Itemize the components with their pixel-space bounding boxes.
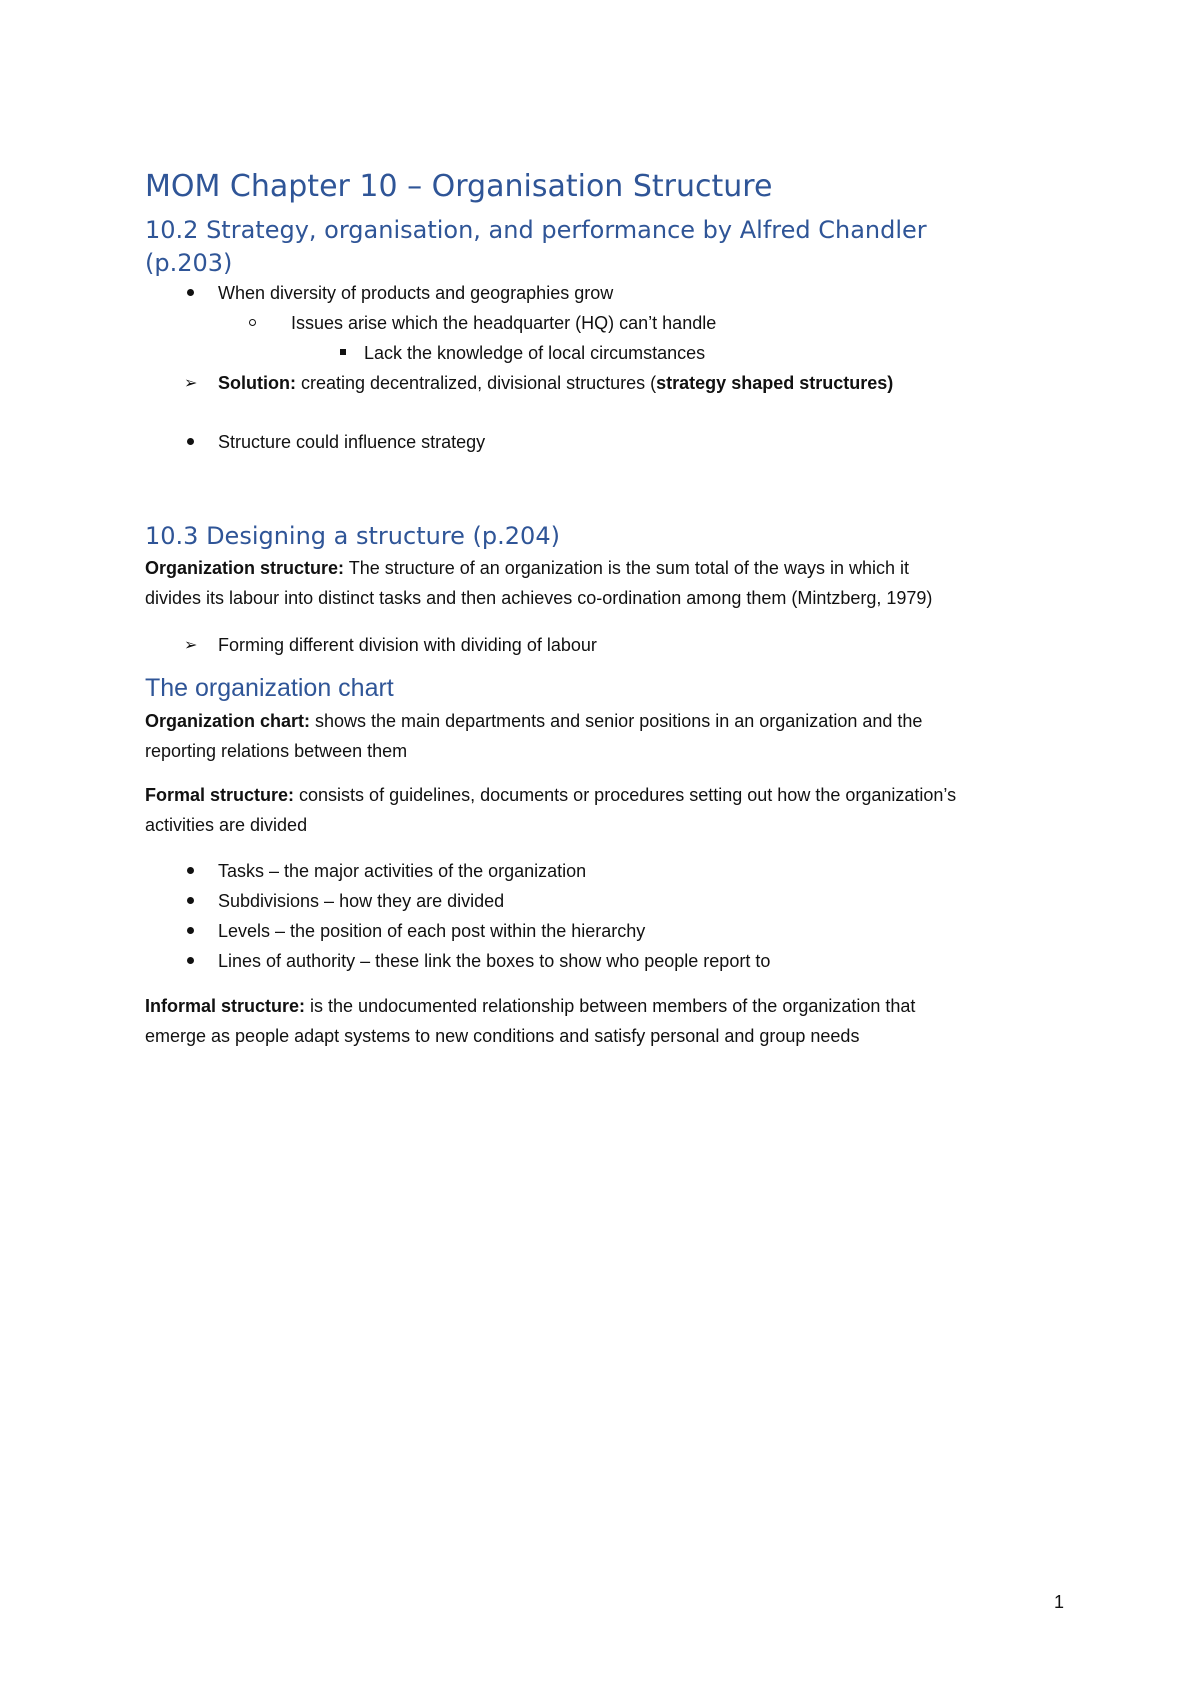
bullet-item: When diversity of products and geographies grow — [218, 283, 614, 303]
solution-bold-text: strategy shaped structures) — [656, 373, 894, 393]
org-chart-text: shows the main departments and senior positions in an organization and the — [310, 711, 923, 731]
org-chart-text-cont: reporting relations between them — [145, 741, 408, 761]
bullet-dot-icon — [187, 438, 194, 445]
solution-text: creating decentralized, divisional structures ( — [295, 373, 657, 393]
bullet-item: Structure could influence strategy — [218, 432, 486, 452]
definition-line — [145, 559, 909, 577]
section-10-3-heading: 10.3 Designing a structure (p.204) — [145, 522, 560, 550]
informal-structure-label: Informal structure: — [145, 996, 306, 1016]
formal-structure-definition — [145, 786, 956, 804]
document-title: MOM Chapter 10 – Organisation Structure — [145, 169, 773, 204]
definition-label: Organization structure: — [145, 558, 345, 578]
solution-line — [218, 374, 893, 392]
arrow-item: Forming different division with dividing of labour — [218, 635, 597, 655]
square-bullet-icon — [340, 349, 346, 355]
bullet-dot-icon — [187, 289, 194, 296]
org-chart-label: Organization chart: — [145, 711, 311, 731]
informal-structure-text: is the undocumented relationship between members of the organization that — [305, 996, 916, 1016]
org-chart-heading: The organization chart — [145, 674, 394, 702]
org-chart-definition — [145, 712, 922, 730]
arrow-bullet-icon: ➢ — [184, 373, 198, 392]
section-10-2-heading: 10.2 Strategy, organisation, and performance by Alfred Chandler — [145, 216, 927, 244]
hollow-circle-bullet-icon — [249, 319, 256, 326]
informal-structure-text-cont: emerge as people adapt systems to new conditions and satisfy personal and group needs — [145, 1026, 860, 1046]
bullet-dot-icon — [187, 957, 194, 964]
sub-bullet-item: Issues arise which the headquarter (HQ) can’t handle — [291, 313, 717, 333]
solution-label: Solution: — [218, 373, 296, 393]
section-10-2-heading-cont: (p.203) — [145, 249, 233, 277]
bullet-dot-icon — [187, 867, 194, 874]
sub-sub-bullet-item: Lack the knowledge of local circumstances — [364, 343, 706, 363]
bullet-dot-icon — [187, 927, 194, 934]
list-item: Tasks – the major activities of the organization — [218, 861, 587, 881]
list-item: Subdivisions – how they are divided — [218, 891, 505, 911]
list-item: Levels – the position of each post within the hierarchy — [218, 921, 646, 941]
formal-structure-text-cont: activities are divided — [145, 815, 308, 835]
page-number: 1 — [1054, 1592, 1065, 1612]
list-item: Lines of authority – these link the boxes to show who people report to — [218, 951, 771, 971]
definition-text: The structure of an organization is the sum total of the ways in which it — [344, 558, 909, 578]
arrow-bullet-icon: ➢ — [184, 635, 198, 654]
bullet-dot-icon — [187, 897, 194, 904]
formal-structure-label: Formal structure: — [145, 785, 295, 805]
informal-structure-definition — [145, 997, 915, 1015]
definition-text-cont: divides its labour into distinct tasks and then achieves co-ordination among them (Mintzberg, 1979) — [145, 588, 933, 608]
formal-structure-text: consists of guidelines, documents or procedures setting out how the organization’s — [294, 785, 957, 805]
